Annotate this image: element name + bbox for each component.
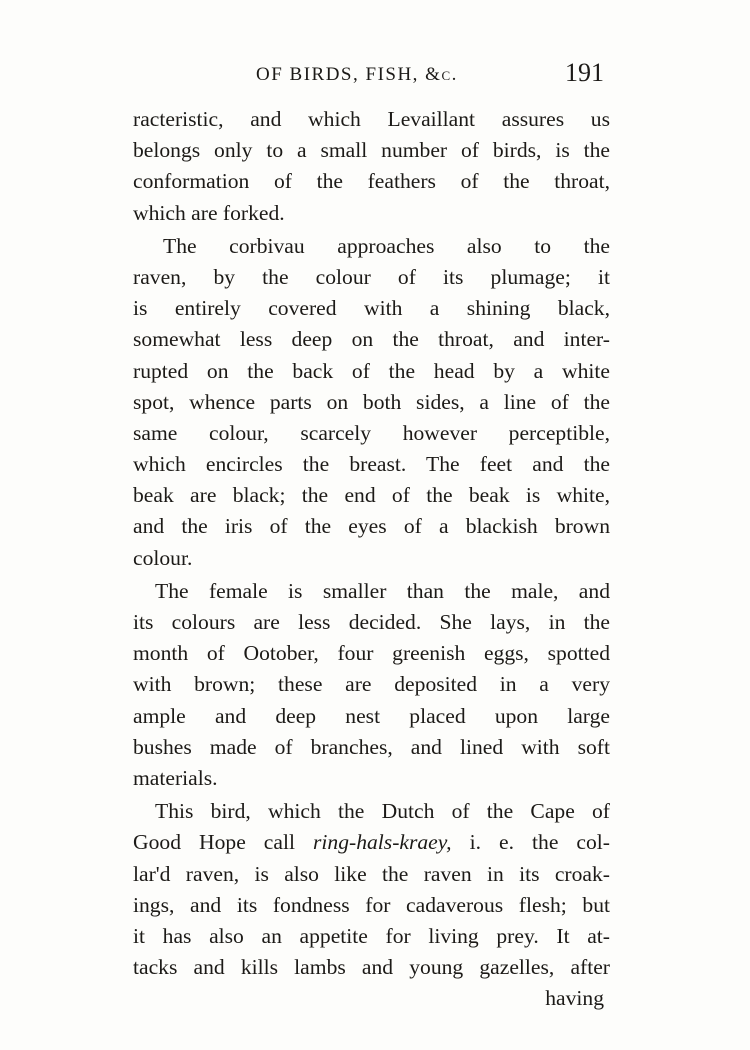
italic-term: ring-hals-kraey,: [313, 830, 452, 855]
running-title: OF BIRDS, FISH, &c.: [256, 64, 458, 85]
text-line: colour.: [133, 545, 193, 570]
paragraph-3: [133, 576, 610, 794]
text-line: is entirely covered with a shining black,: [133, 296, 610, 321]
text-line: racteristic, and which Levaillant assures us: [133, 107, 610, 131]
text-line: and the iris of the eyes of a blackish brown: [133, 514, 610, 539]
text-line: The corbivau approaches also to the: [163, 233, 610, 258]
text-span: Good Hope call: [133, 830, 314, 855]
text-line: which encircles the breast. The feet and the: [133, 452, 610, 477]
text-line: lar'd raven, is also like the raven in its croak-: [133, 861, 610, 886]
text-line: ample and deep nest placed upon large: [133, 703, 610, 728]
text-line: somewhat less deep on the throat, and inter-: [133, 327, 610, 352]
text-line: tacks and kills lambs and young gazelles, after: [133, 955, 610, 980]
text-line: it has also an appetite for living prey. It at-: [133, 923, 610, 948]
text-line: beak are black; the end of the beak is white,: [133, 483, 610, 508]
text-line: rupted on the back of the head by a white: [133, 358, 610, 383]
text-line: The female is smaller than the male, and: [155, 578, 610, 603]
text-span: i. e. the col-: [451, 830, 610, 855]
text-line: conformation of the feathers of the throat,: [133, 169, 610, 194]
body-text: [133, 104, 610, 1014]
text-line: its colours are less decided. She lays, in the: [133, 610, 610, 634]
paragraph-4: [133, 796, 610, 1014]
text-line: bushes made of branches, and lined with soft: [133, 734, 610, 759]
text-line: spot, whence parts on both sides, a line of the: [133, 389, 610, 414]
text-line-with-italic: [133, 827, 610, 858]
running-head: [132, 58, 610, 94]
text-line: with brown; these are deposited in a very: [133, 672, 610, 697]
text-line: This bird, which the Dutch of the Cape of: [155, 799, 610, 824]
paragraph-1: [133, 104, 610, 229]
text-line: same colour, scarcely however perceptible,: [133, 420, 610, 445]
paragraph-2: [133, 231, 610, 574]
text-line: ings, and its fondness for cadaverous flesh; but: [133, 892, 610, 917]
catchword: having: [545, 986, 604, 1011]
text-line: month of Ootober, four greenish eggs, spotted: [133, 641, 610, 666]
text-line: materials.: [133, 765, 218, 790]
page-number: 191: [565, 58, 604, 87]
text-line: which are forked.: [133, 200, 285, 225]
text-line: raven, by the colour of its plumage; it: [133, 264, 610, 289]
text-line: belongs only to a small number of birds, is the: [133, 138, 610, 163]
